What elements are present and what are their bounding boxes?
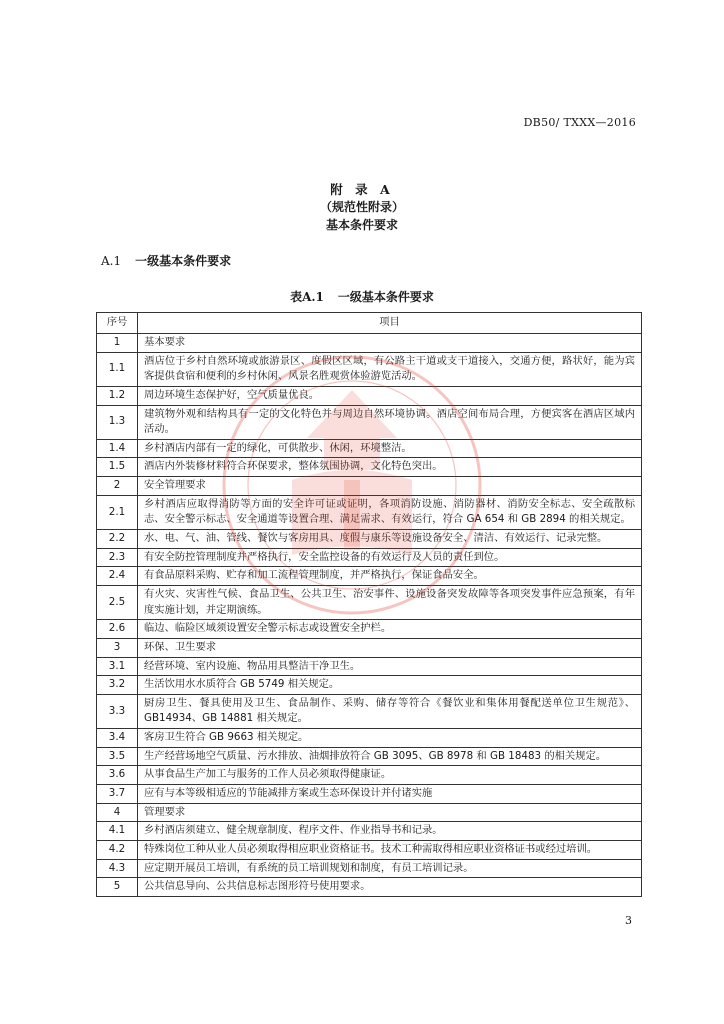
row-item-text: 特殊岗位工种从业人员必须取得相应职业资格证书。技术工种需取得相应职业资格证书或经过培训。	[138, 840, 642, 859]
table-row	[97, 638, 642, 657]
row-seq: 5	[97, 878, 138, 897]
row-item-text: 生产经营场地空气质量、污水排放、油烟排放符合 GB 3095、GB 8978 和 GB 18483 的相关规定。	[138, 747, 642, 766]
document-code: DB50/ TXXX—2016	[523, 116, 636, 129]
section-heading	[101, 252, 231, 269]
table-row	[97, 439, 642, 458]
row-item-text: 临边、临险区域须设置安全警示标志或设置安全护栏。	[138, 620, 642, 639]
table-row	[97, 405, 642, 439]
row-seq: 3.7	[97, 785, 138, 804]
table-row	[97, 803, 642, 822]
row-seq: 2	[97, 477, 138, 496]
row-seq: 1.1	[97, 352, 138, 386]
row-item-text: 建筑物外观和结构具有一定的文化特色并与周边自然环境协调。酒店空间布局合理，方便宾客在酒店区域内活动。	[138, 405, 642, 439]
table-caption-number: 表A.1	[290, 290, 324, 304]
row-seq: 4.1	[97, 822, 138, 841]
row-seq: 1.4	[97, 439, 138, 458]
row-item-text: 公共信息导向、公共信息标志图形符号使用要求。	[138, 878, 642, 897]
header-seq: 序号	[97, 313, 138, 334]
table-row	[97, 859, 642, 878]
table-body	[97, 334, 642, 897]
row-seq: 2.3	[97, 548, 138, 567]
row-seq: 3.3	[97, 694, 138, 728]
row-item-text: 管理要求	[138, 803, 642, 822]
table-row	[97, 334, 642, 353]
row-seq: 4.2	[97, 840, 138, 859]
row-seq: 2.5	[97, 585, 138, 619]
row-item-text: 有火灾、灾害性气候、食品卫生、公共卫生、治安事件、设施设备突发故障等各项突发事件应急预案，有年度实施计划，并定期演练。	[138, 585, 642, 619]
appendix-subtitle: （规范性附录）	[319, 200, 404, 214]
table-row	[97, 352, 642, 386]
row-seq: 4	[97, 803, 138, 822]
table-row	[97, 477, 642, 496]
row-item-text: 应有与本等级相适应的节能减排方案或生态环保设计并付诸实施	[138, 785, 642, 804]
row-item-text: 水、电、气、油、管线、餐饮与客房用具、度假与康乐等设施设备安全、清洁、有效运行、记录完整。	[138, 530, 642, 549]
table-caption	[0, 288, 724, 305]
table-row	[97, 729, 642, 748]
table-row	[97, 840, 642, 859]
row-item-text: 乡村酒店须建立、健全规章制度、程序文件、作业指导书和记录。	[138, 822, 642, 841]
row-seq: 1.5	[97, 458, 138, 477]
row-seq: 3.4	[97, 729, 138, 748]
requirements-table	[96, 312, 642, 897]
row-seq: 3.2	[97, 676, 138, 695]
table-row	[97, 785, 642, 804]
table-row	[97, 567, 642, 586]
table-row	[97, 495, 642, 529]
row-item-text: 有安全防控管理制度并严格执行，安全监控设备的有效运行及人员的责任到位。	[138, 548, 642, 567]
row-seq: 1.2	[97, 386, 138, 405]
section-number: A.1	[101, 254, 122, 268]
header-item: 项目	[138, 313, 642, 334]
row-seq: 4.3	[97, 859, 138, 878]
row-seq: 3.1	[97, 657, 138, 676]
row-seq: 3.6	[97, 766, 138, 785]
row-item-text: 酒店内外装修材料符合环保要求，整体氛围协调，文化特色突出。	[138, 458, 642, 477]
row-seq: 1.3	[97, 405, 138, 439]
row-item-text: 环保、卫生要求	[138, 638, 642, 657]
row-item-text: 生活饮用水水质符合 GB 5749 相关规定。	[138, 676, 642, 695]
row-seq: 2.4	[97, 567, 138, 586]
table-row	[97, 548, 642, 567]
row-item-text: 乡村酒店内部有一定的绿化，可供散步、休闲，环境整洁。	[138, 439, 642, 458]
row-item-text: 周边环境生态保护好，空气质量优良。	[138, 386, 642, 405]
table-row	[97, 530, 642, 549]
table-row	[97, 458, 642, 477]
row-seq: 2.2	[97, 530, 138, 549]
table-row	[97, 585, 642, 619]
table-row	[97, 386, 642, 405]
appendix-name: 基本条件要求	[325, 218, 398, 232]
row-item-text: 基本要求	[138, 334, 642, 353]
row-seq: 3.5	[97, 747, 138, 766]
table-row	[97, 878, 642, 897]
row-seq: 3	[97, 638, 138, 657]
row-seq: 1	[97, 334, 138, 353]
row-item-text: 从事食品生产加工与服务的工作人员必须取得健康证。	[138, 766, 642, 785]
row-item-text: 应定期开展员工培训，有系统的员工培训规划和制度，有员工培训记录。	[138, 859, 642, 878]
row-item-text: 酒店位于乡村自然环境或旅游景区、度假区区域，有公路主干道或支干道接入，交通方便，路状好，能为宾客提供食宿和便利的乡村休闲、风景名胜观赏体验游览活动。	[138, 352, 642, 386]
table-caption-title: 一级基本条件要求	[337, 290, 434, 304]
row-item-text: 客房卫生符合 GB 9663 相关规定。	[138, 729, 642, 748]
table-row	[97, 694, 642, 728]
section-title: 一级基本条件要求	[135, 254, 232, 268]
row-seq: 2.1	[97, 495, 138, 529]
row-seq: 2.6	[97, 620, 138, 639]
table-row	[97, 620, 642, 639]
row-item-text: 安全管理要求	[138, 477, 642, 496]
row-item-text: 厨房卫生、餐具使用及卫生、食品制作、采购、储存等符合《餐饮业和集体用餐配送单位卫生规范》、GB14934、GB 14881 相关规定。	[138, 694, 642, 728]
table-row	[97, 766, 642, 785]
row-item-text: 乡村酒店应取得消防等方面的安全许可证或证明，各项消防设施、消防器材、消防安全标志、安全疏散标志、安全警示标志、安全通道等设置合理、满足需求、有效运行，符合 GA 654 和 GB 2894 的相关规定。	[138, 495, 642, 529]
row-item-text: 经营环境、室内设施、物品用具整洁干净卫生。	[138, 657, 642, 676]
page-number: 3	[625, 914, 632, 927]
table-row	[97, 747, 642, 766]
table-row	[97, 657, 642, 676]
table-header-row	[97, 313, 642, 334]
appendix-title: 附 录 A	[330, 182, 394, 197]
table-row	[97, 822, 642, 841]
table-row	[97, 676, 642, 695]
row-item-text: 有食品原料采购、贮存和加工流程管理制度，并严格执行，保证食品安全。	[138, 567, 642, 586]
